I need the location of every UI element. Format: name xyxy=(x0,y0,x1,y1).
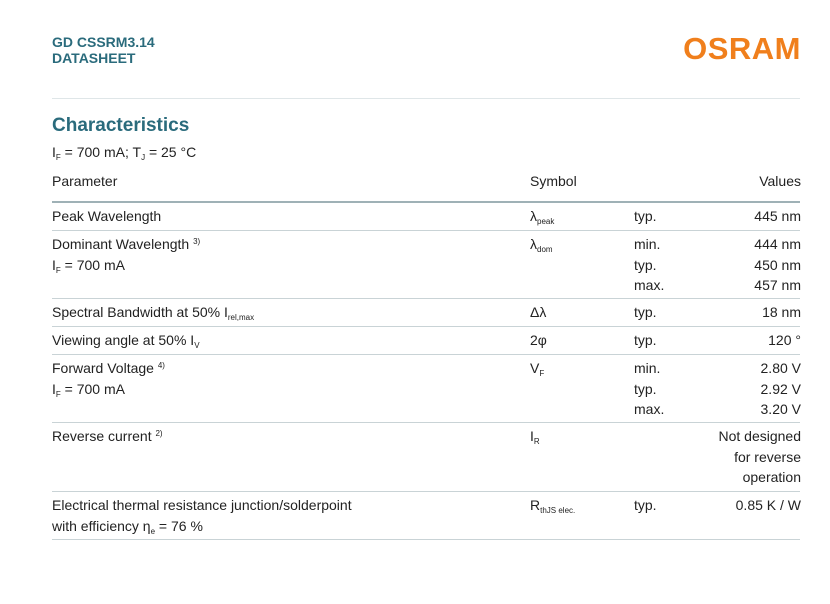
row-qualifier: typ. xyxy=(634,332,657,348)
row-divider xyxy=(52,422,800,423)
test-conditions: $I_F = 700$ mA; $T_J = 25$ °C xyxy=(52,144,197,162)
table-header-rule xyxy=(52,201,800,203)
row-value: Not designed for reverse operation xyxy=(718,428,801,485)
row-qualifier: typ. xyxy=(634,208,657,224)
row-value: 0.85 K / W xyxy=(735,497,801,513)
row-qualifier: typ. xyxy=(634,497,657,513)
product-name: GD CSSRM3.14 xyxy=(52,34,155,50)
row-qualifier: typ. xyxy=(634,304,657,320)
row-qualifier: min. typ. max. xyxy=(634,360,665,417)
document-type: DATASHEET xyxy=(52,50,136,66)
row-divider xyxy=(52,230,800,231)
row-value: 2.80 V 2.92 V 3.20 V xyxy=(760,360,801,417)
row-value: 18 nm xyxy=(762,304,801,320)
row-parameter: Peak Wavelength xyxy=(52,208,162,224)
row-symbol: Δλ xyxy=(530,304,547,320)
section-title: Characteristics xyxy=(52,115,190,136)
row-value: 120 ° xyxy=(768,332,801,348)
row-symbol: $\lambda_{peak}$ xyxy=(530,208,555,226)
table-bottom-rule xyxy=(52,539,800,540)
osram-logo: OSRAM xyxy=(683,31,801,66)
row-divider xyxy=(52,354,800,355)
row-symbol: $\lambda_{dom}$ xyxy=(530,236,553,254)
row-parameter: Spectral Bandwidth at 50% $I_{rel,max}$ xyxy=(52,304,255,322)
row-symbol: $I_R$ xyxy=(530,428,540,446)
row-divider xyxy=(52,326,800,327)
column-header-symbol: Symbol xyxy=(530,173,577,189)
row-parameter: Dominant Wavelength $^{3)}$ $I_F = 700$ mA xyxy=(52,236,201,275)
header-divider xyxy=(52,98,800,99)
row-divider xyxy=(52,298,800,299)
row-qualifier: min. typ. max. xyxy=(634,236,665,293)
row-value: 444 nm 450 nm 457 nm xyxy=(754,236,801,293)
row-divider xyxy=(52,491,800,492)
row-symbol: 2φ xyxy=(530,332,547,348)
row-parameter: Electrical thermal resistance junction/solderpoint with efficiency $\eta_e = 76$ % xyxy=(52,497,352,536)
row-value: 445 nm xyxy=(754,208,801,224)
row-symbol: $R_{thJS elec.}$ xyxy=(530,497,576,515)
row-parameter: Viewing angle at 50% $I_V$ xyxy=(52,332,200,350)
row-parameter: Reverse current $^{2)}$ xyxy=(52,428,163,444)
row-parameter: Forward Voltage $^{4)}$ $I_F = 700$ mA xyxy=(52,360,165,399)
column-header-parameter: Parameter xyxy=(52,173,118,189)
column-header-values: Values xyxy=(759,173,801,189)
row-symbol: $V_F$ xyxy=(530,360,545,378)
